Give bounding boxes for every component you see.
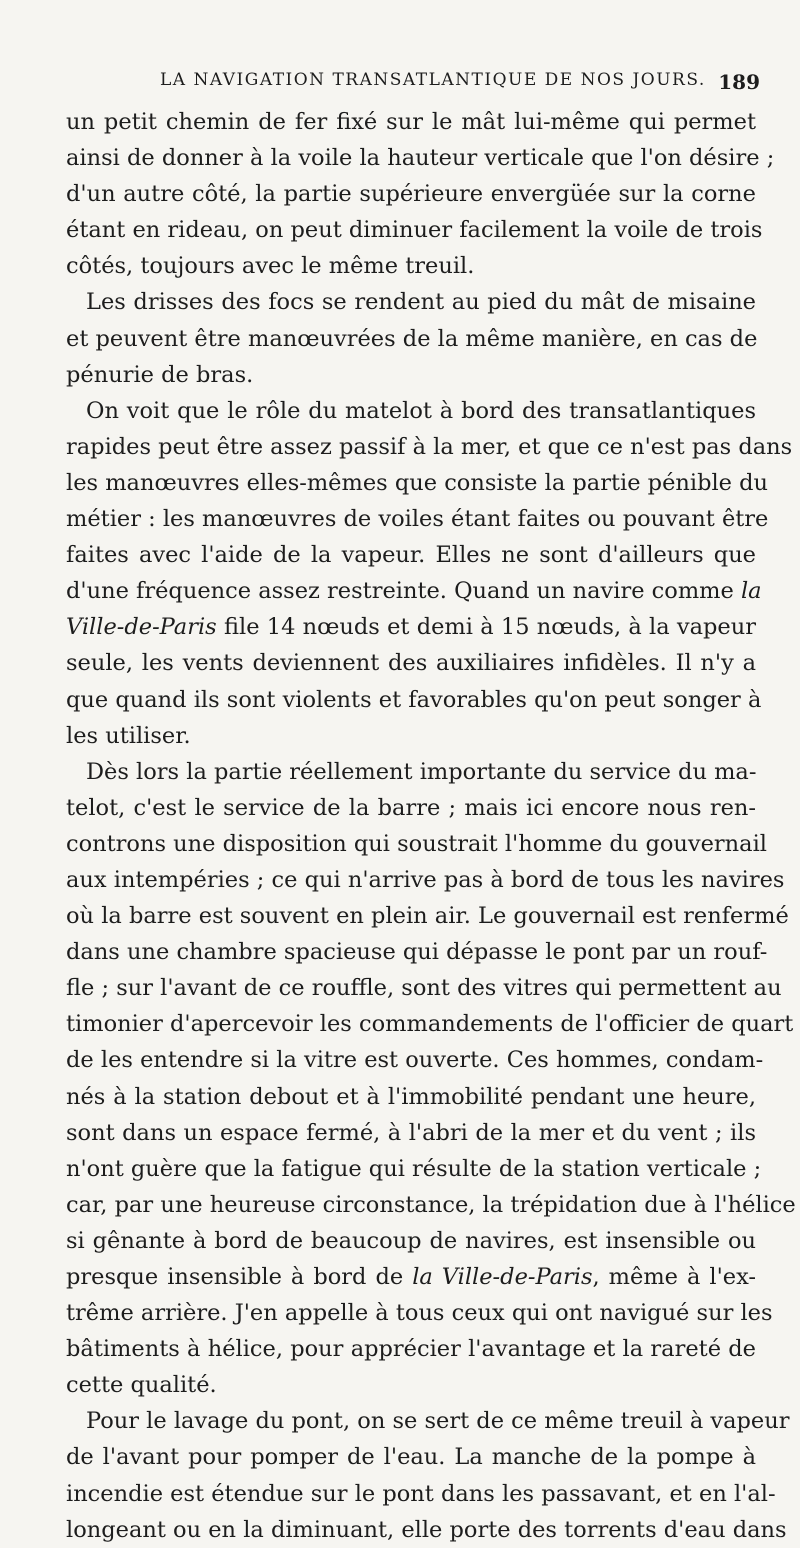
running-title: LA NAVIGATION TRANSATLANTIQUE DE NOS JOURS. xyxy=(160,70,706,90)
text-line xyxy=(66,212,763,248)
text-line xyxy=(66,1115,756,1151)
line-text: pénurie de bras. xyxy=(66,361,254,388)
line-text: file 14 nœuds et demi à 15 nœuds, à la vapeur xyxy=(216,614,756,641)
text-line xyxy=(66,465,769,501)
line-text: Dès lors la partie réellement importante du service du ma- xyxy=(86,758,757,785)
line-text: ainsi de donner à la voile la hauteur verticale que l'on désire ; xyxy=(66,145,775,172)
line-text: un petit chemin de fer fixé sur le mât lui-même qui permet xyxy=(66,109,756,135)
text-line xyxy=(66,1223,756,1259)
line-text: les manœuvres elles-mêmes que consiste la partie pénible du xyxy=(66,469,769,496)
line-text: presque insensible à bord de xyxy=(66,1264,413,1290)
line-text: les utiliser. xyxy=(66,722,191,749)
line-text: controns une disposition qui soustrait l'homme du gouvernail xyxy=(66,830,767,857)
text-line xyxy=(66,140,775,176)
line-text: On voit que le rôle du matelot à bord des transatlantiques xyxy=(86,397,756,424)
text-line xyxy=(66,321,756,357)
text-line xyxy=(66,790,756,826)
line-text: timonier d'apercevoir les commandements de l'officier de quart xyxy=(66,1011,794,1038)
line-text: dans une chambre spacieuse qui dépasse le pont par un rouf- xyxy=(66,939,768,966)
text-line xyxy=(66,1367,756,1403)
body-text xyxy=(66,104,796,1548)
line-text: Les drisses des focs se rendent au pied du mât de misaine xyxy=(86,289,756,316)
line-text: telot, c'est le service de la barre ; mais ici encore nous ren- xyxy=(66,794,756,821)
line-text: seule, les vents deviennent des auxiliaires infidèles. Il n'y a xyxy=(66,650,756,677)
line-text: d'une fréquence assez restreinte. Quand un navire comme xyxy=(66,578,734,605)
text-line xyxy=(66,1187,796,1223)
text-line xyxy=(66,573,762,609)
text-line xyxy=(66,970,782,1006)
line-text: si gênante à bord de beaucoup de navires, est insensible ou xyxy=(66,1227,756,1254)
text-line xyxy=(66,176,756,212)
italic-ship-name: la Ville-de-Paris xyxy=(412,1264,593,1290)
text-line xyxy=(66,248,756,284)
italic-ship-name: la xyxy=(740,578,762,605)
text-line xyxy=(66,754,756,790)
italic-ship-name: Ville-de-Paris xyxy=(66,614,217,641)
text-line xyxy=(66,898,789,934)
line-text: métier : les manœuvres de voiles étant faites ou pouvant être xyxy=(66,506,769,533)
line-text: longeant ou en la diminuant, elle porte des torrents d'eau dans xyxy=(66,1516,787,1543)
line-text: incendie est étendue sur le pont dans les passavant, et en l'al- xyxy=(66,1480,776,1507)
text-line xyxy=(66,645,756,681)
text-line xyxy=(66,1476,776,1512)
line-text: où la barre est souvent en plein air. Le gouvernail est renfermé xyxy=(66,903,789,930)
text-line xyxy=(66,393,756,429)
line-text: nés à la station debout et à l'immobilité pendant une heure, xyxy=(66,1083,756,1110)
line-text-after: , même à l'ex- xyxy=(592,1264,757,1290)
line-text: car, par une heureuse circonstance, la trépidation due à l'hélice xyxy=(66,1191,796,1218)
line-text: côtés, toujours avec le même treuil. xyxy=(66,253,475,280)
text-line xyxy=(66,1042,764,1078)
line-text: étant en rideau, on peut diminuer facilement la voile de trois xyxy=(66,217,763,244)
text-line xyxy=(66,429,793,465)
text-line xyxy=(66,104,756,140)
line-text: cette qualité. xyxy=(66,1372,217,1399)
text-line xyxy=(66,1331,756,1367)
text-line xyxy=(66,357,756,393)
line-text: faites avec l'aide de la vapeur. Elles ne sont d'ailleurs que xyxy=(66,542,756,569)
text-line xyxy=(66,1403,790,1439)
line-text: n'ont guère que la fatigue qui résulte de la station verticale ; xyxy=(66,1155,762,1182)
text-line xyxy=(66,718,756,754)
line-text: de l'avant pour pomper de l'eau. La manche de la pompe à xyxy=(66,1444,756,1471)
text-line xyxy=(66,1151,762,1187)
text-line xyxy=(66,1259,756,1295)
text-line xyxy=(66,934,768,970)
text-line xyxy=(66,1439,756,1475)
text-line xyxy=(66,682,762,718)
line-text: que quand ils sont violents et favorables qu'on peut songer à xyxy=(66,686,762,713)
text-line xyxy=(66,1512,787,1548)
line-text: trême arrière. J'en appelle à tous ceux qui ont navigué sur les xyxy=(66,1300,773,1327)
text-line xyxy=(66,862,785,898)
line-text: et peuvent être manœuvrées de la même manière, en cas de xyxy=(66,325,758,352)
text-line xyxy=(66,826,767,862)
line-text: bâtiments à hélice, pour apprécier l'avantage et la rareté de xyxy=(66,1336,756,1363)
text-line xyxy=(66,1006,794,1042)
line-text: Pour le lavage du pont, on se sert de ce même treuil à vapeur xyxy=(86,1408,790,1435)
line-text: fle ; sur l'avant de ce rouffle, sont des vitres qui permettent au xyxy=(66,975,782,1002)
text-line xyxy=(66,1079,756,1115)
line-text: aux intempéries ; ce qui n'arrive pas à bord de tous les navires xyxy=(66,866,785,893)
line-text: sont dans un espace fermé, à l'abri de la mer et du vent ; ils xyxy=(66,1119,756,1146)
text-line xyxy=(66,609,756,645)
running-head xyxy=(60,70,760,100)
text-line xyxy=(66,1295,773,1331)
page-number: 189 xyxy=(718,70,760,94)
line-text: rapides peut être assez passif à la mer, et que ce n'est pas dans xyxy=(66,433,793,460)
line-text: de les entendre si la vitre est ouverte. Ces hommes, condam- xyxy=(66,1047,764,1074)
text-line xyxy=(66,537,756,573)
text-line xyxy=(66,501,769,537)
text-line xyxy=(66,284,756,320)
line-text: d'un autre côté, la partie supérieure envergüée sur la corne xyxy=(66,181,756,208)
